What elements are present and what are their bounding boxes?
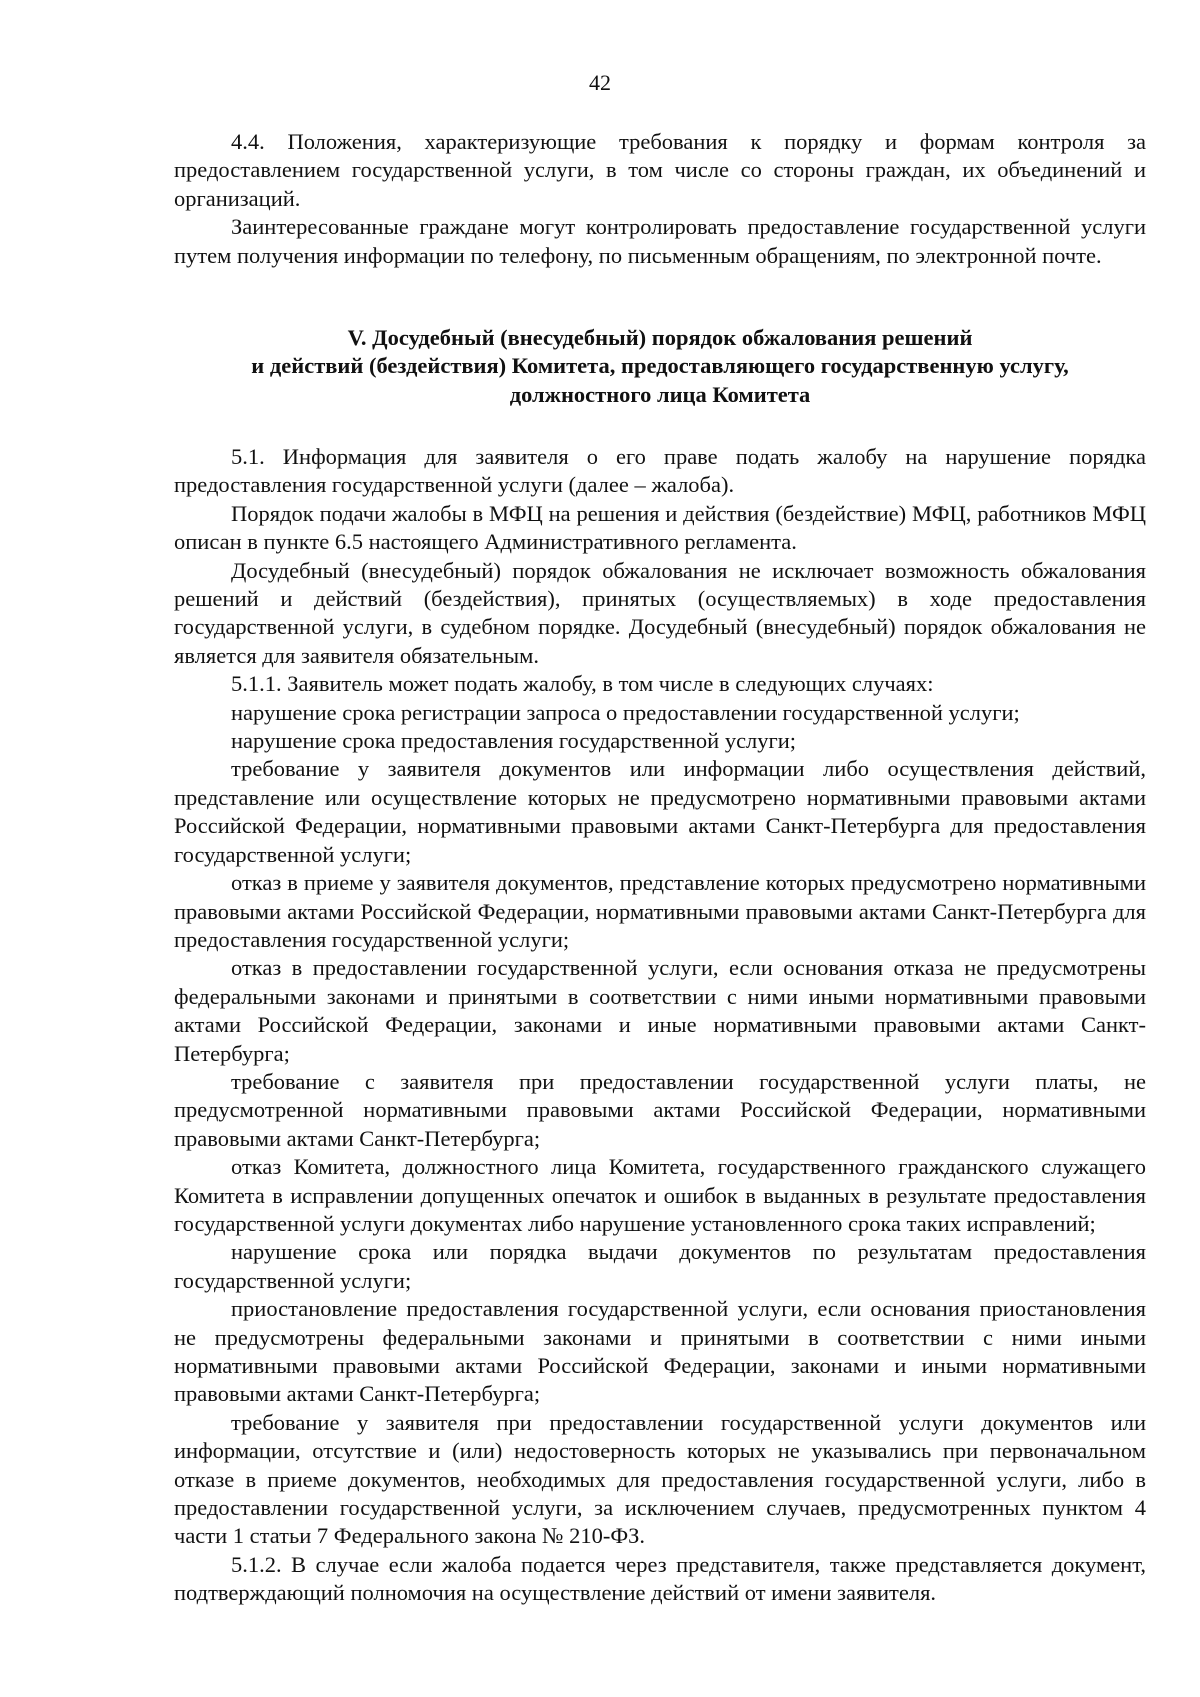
- heading-line-1: V. Досудебный (внесудебный) порядок обжалования решений: [347, 325, 973, 350]
- list-item: требование у заявителя документов или информации либо осуществления действий, представление или осуществление которых не предусмотрено нормативными правовыми актами Российской Федерации, нормативными правовыми актами Санкт-Петербурга для предоставления государственной услуги;: [174, 756, 1146, 867]
- paragraph-interested-citizens: Заинтересованные граждане могут контролировать предоставление государственной услуги путем получения информации по телефону, по письменным обращениям, по электронной почте.: [174, 214, 1146, 268]
- list-item: приостановление предоставления государственной услуги, если основания приостановления не предусмотрены федеральными законами и принятыми в соответствии с ними иными нормативными правовыми актами Российской Федерации, законами и иными нормативными правовыми актами Санкт-Петербурга;: [174, 1296, 1146, 1407]
- list-item: нарушение срока или порядка выдачи документов по результатам предоставления государственной услуги;: [174, 1239, 1146, 1293]
- section-5-heading: [174, 324, 1146, 409]
- list-item: требование с заявителя при предоставлении государственной услуги платы, не предусмотренной нормативными правовыми актами Российской Федерации, нормативными правовыми актами Санкт-Петербурга;: [174, 1068, 1146, 1151]
- paragraph-5-1-1: 5.1.1. Заявитель может подать жалобу, в том числе в следующих случаях:: [231, 671, 934, 697]
- list-item: отказ в приеме у заявителя документов, представление которых предусмотрено нормативными правовыми актами Российской Федерации, нормативными правовыми актами Санкт-Петербурга для предоставления государственной услуги;: [174, 870, 1146, 952]
- paragraph-mfc-complaint: Порядок подачи жалобы в МФЦ на решения и действия (бездействие) МФЦ, работников МФЦ описан в пункте 6.5 настоящего Административного регламента.: [174, 500, 1146, 555]
- list-item: нарушение срока регистрации запроса о предоставлении государственной услуги;: [231, 699, 1020, 725]
- section-5-body: [174, 443, 1146, 1608]
- paragraph-4-4: 4.4. Положения, характеризующие требования к порядку и формам контроля за предоставлением государственной услуги, в том числе со стороны граждан, их объединений и организаций.: [174, 129, 1146, 211]
- section-4-4: [174, 128, 1146, 270]
- list-item: нарушение срока предоставления государственной услуги;: [231, 728, 797, 754]
- list-item: отказ в предоставлении государственной услуги, если основания отказа не предусмотрены федеральными законами и принятыми в соответствии с ними иными нормативными правовыми актами Российской Федерации, законами и иные нормативными правовыми актами Санкт-Петербурга;: [174, 955, 1146, 1066]
- heading-line-2: и действий (бездействия) Комитета, предоставляющего государственную услугу,: [251, 353, 1069, 379]
- page-number: 42: [589, 70, 611, 95]
- list-item: отказ Комитета, должностного лица Комитета, государственного гражданского служащего Комитета в исправлении допущенных опечаток и ошибок в выданных в результате предоставления государственной услуги документах либо нарушение установленного срока таких исправлений;: [174, 1154, 1146, 1236]
- heading-line-3: должностного лица Комитета: [509, 381, 811, 407]
- paragraph-pretrial-order: Досудебный (внесудебный) порядок обжалования не исключает возможность обжалования решений и действий (бездействия), принятых (осуществляемых) в ходе предоставления государственной услуги, в судебном порядке. Досудебный (внесудебный) порядок обжалования не является для заявителя обязательным.: [174, 557, 1146, 668]
- paragraph-5-1: 5.1. Информация для заявителя о его праве подать жалобу на нарушение порядка предоставления государственной услуги (далее – жалоба).: [174, 444, 1146, 498]
- list-item: требование у заявителя при предоставлении государственной услуги документов или информации, отсутствие и (или) недостоверность которых не указывались при первоначальном отказе в приеме документов, необходимых для предоставления государственной услуги, либо в предоставлении государственной услуги, за исключением случаев, предусмотренных пунктом 4 части 1 статьи 7 Федерального закона № 210-ФЗ.: [174, 1409, 1146, 1549]
- paragraph-5-1-2: 5.1.2. В случае если жалоба подается через представителя, также представляется документ, подтверждающий полномочия на осуществление действий от имени заявителя.: [174, 1551, 1146, 1606]
